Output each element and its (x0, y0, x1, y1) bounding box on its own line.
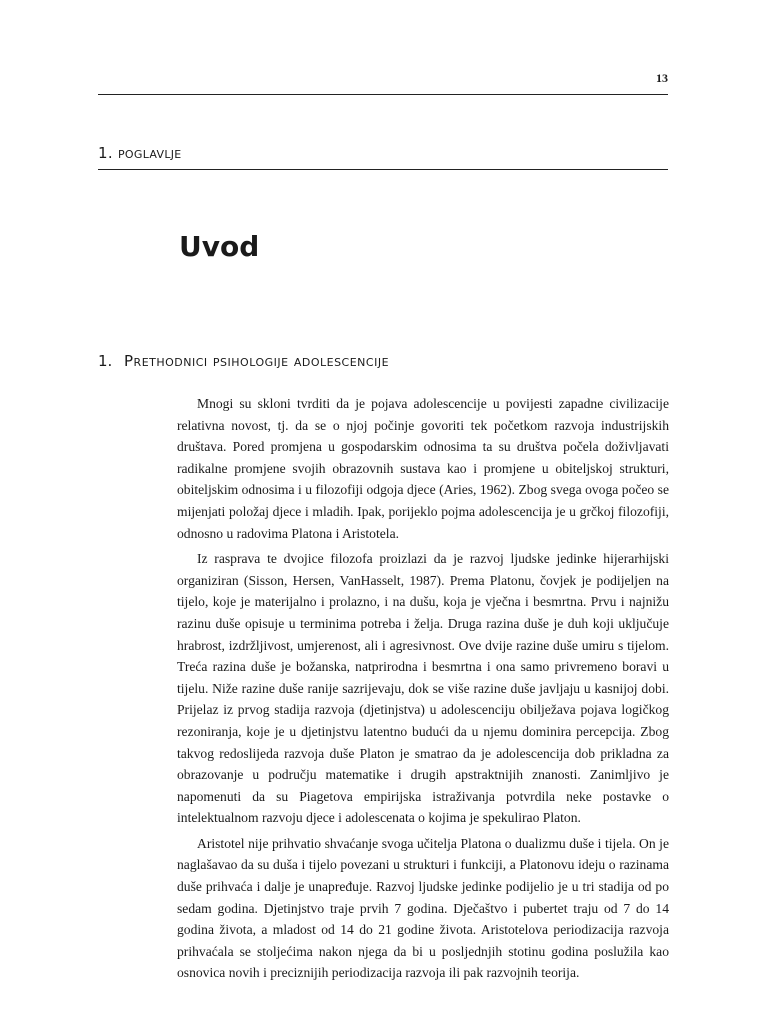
section-title: Prethodnici psihologije adolescencije (124, 352, 390, 370)
body-text (177, 393, 669, 988)
header-rule (98, 94, 668, 95)
chapter-title: Uvod (179, 230, 260, 263)
chapter-rule (98, 169, 668, 170)
section-heading (98, 352, 389, 370)
page-number: 13 (656, 71, 668, 85)
paragraph: Aristotel nije prihvatio shvaćanje svoga učitelja Platona o dualizmu duše i tijela. On je naglašavao da su duša i tijelo povezani u strukturi i funkciji, a Platonovu ideju o razinama duše prihvaća i dalje je unapređuje. Razvoj ljudske jedinke podijelio je u tri stadija od po sedam godina. Djetinjstvo traje prvih 7 godina. Dječaštvo i pubertet traju od 7 do 14 godina života, a mladost od 14 do 21 godine života. Aristotelova periodizacija razvoja prihvaćala se stoljećima nakon njega da bi u posljednjih stotinu godina poslužila kao osnovica novih i preciznijih periodizacija razvoja ili pak razvojnih teorija. (177, 835, 669, 981)
paragraph: Iz rasprava te dvojice filozofa proizlazi da je razvoj ljudske jedinke hijerarhijski organiziran (Sisson, Hersen, VanHasselt, 1987). Prema Platonu, čovjek je podijeljen na tijelo, koje je materijalno i prolazno, i na dušu, koja je vječna i besmrtna. Prvu i najnižu razinu duše opisuje u terminima potreba i želja. Druga razina duše je duh koji uključuje hrabrost, izdržljivost, umjerenost, ali i agresivnost. Ove dvije razine duše umiru s tijelom. Treća razina duše je božanska, natprirodna i besmrtna i ona samo privremeno boravi u tijelu. Niže razine duše ranije sazrijevaju, dok se više razine duše javljaju u kasnijoj dobi. Prijelaz iz prvog stadija razvoja (djetinjstva) u adolescenciju obilježava pojava logičkog rezoniranja, koje je u djetinjstvu latentno budući da u njemu dominira percepcija. Zbog takvog redoslijeda razvoja duše Platon je smatrao da je adolescencija dob prikladna za obrazovanje u području matematike i drugih apstraktnijih znanosti. Zanimljivo je napomenuti da su Piagetova empirijska istraživanja potvrdila neke postavke o intelektualnom razvoju djece i adolescenata o kojima je spekulirao Platon. (177, 551, 669, 826)
chapter-label: 1. poglavlje (98, 144, 182, 162)
section-number: 1. (98, 352, 113, 370)
paragraph: Mnogi su skloni tvrditi da je pojava adolescencije u povijesti zapadne civilizacije relativna novost, tj. da se o njoj počinje govoriti tek početkom razvoja industrijskih društava. Pored promjena u gospodarskim odnosima ta su društva počela doživljavati radikalne promjene svojih obrazovnih sustava kao i promjene u obiteljskoj strukturi, obiteljskim odnosima i u filozofiji odgoja djece (Aries, 1962). Zbog svega ovoga počeo se mijenjati položaj djece i mladih. Ipak, porijeklo pojma adolescencija je u grčkoj filozofiji, odnosno u radovima Platona i Aristotela. (177, 396, 669, 541)
